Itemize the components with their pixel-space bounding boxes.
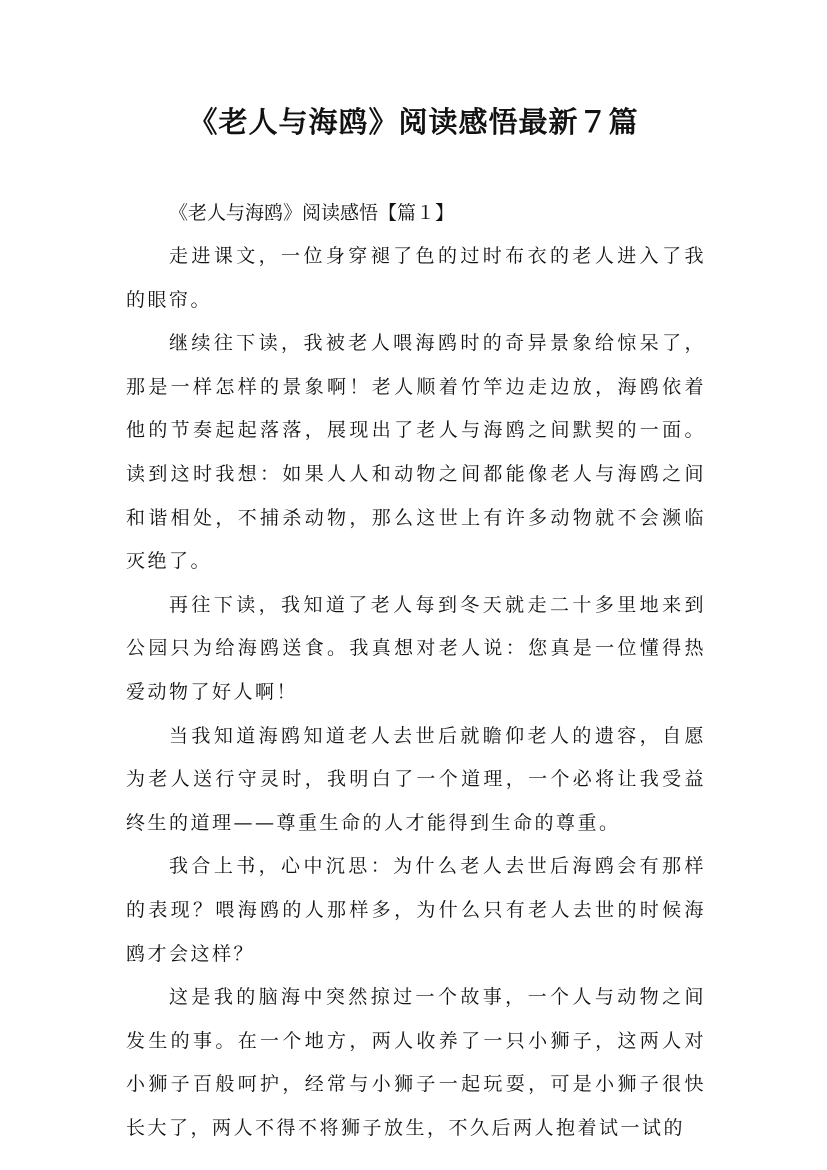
paragraph-3: 再往下读，我知道了老人每到冬天就走二十多里地来到公园只为给海鸥送食。我真想对老人说：您真是一位懂得热爱动物了好人啊！ [126, 593, 706, 703]
paragraph-2: 继续往下读，我被老人喂海鸥时的奇异景象给惊呆了，那是一样怎样的景象啊！老人顺着竹竿边走边放，海鸥依着他的节奏起起落落，展现出了老人与海鸥之间默契的一面。读到这时我想：如果人人和动物之间都能像老人与海鸥之间和谐相处，不捕杀动物，那么这世上有许多动物就不会濒临灭绝了。 [126, 332, 706, 573]
paragraph-5: 我合上书，心中沉思：为什么老人去世后海鸥会有那样的表现？喂海鸥的人那样多，为什么只有老人去世的时候海鸥才会这样？ [126, 855, 706, 965]
paragraph-4: 当我知道海鸥知道老人去世后就瞻仰老人的遗容，自愿为老人送行守灵时，我明白了一个道理，一个必将让我受益终生的道理——尊重生命的人才能得到生命的尊重。 [126, 724, 706, 834]
paragraph-1: 走进课文，一位身穿褪了色的过时布衣的老人进入了我的眼帘。 [126, 245, 706, 311]
section-heading: 《老人与海鸥》阅读感悟【篇１】 [169, 202, 455, 224]
paragraph-6: 这是我的脑海中突然掠过一个故事，一个人与动物之间发生的事。在一个地方，两人收养了一只小狮子，这两人对小狮子百般呵护，经常与小狮子一起玩耍，可是小狮子很快长大了，两人不得不将狮子放生，不久后两人抱着试一试的 [126, 986, 706, 1139]
document-title: 《老人与海鸥》阅读感悟最新７篇 [188, 105, 639, 139]
document-body [126, 192, 706, 1150]
